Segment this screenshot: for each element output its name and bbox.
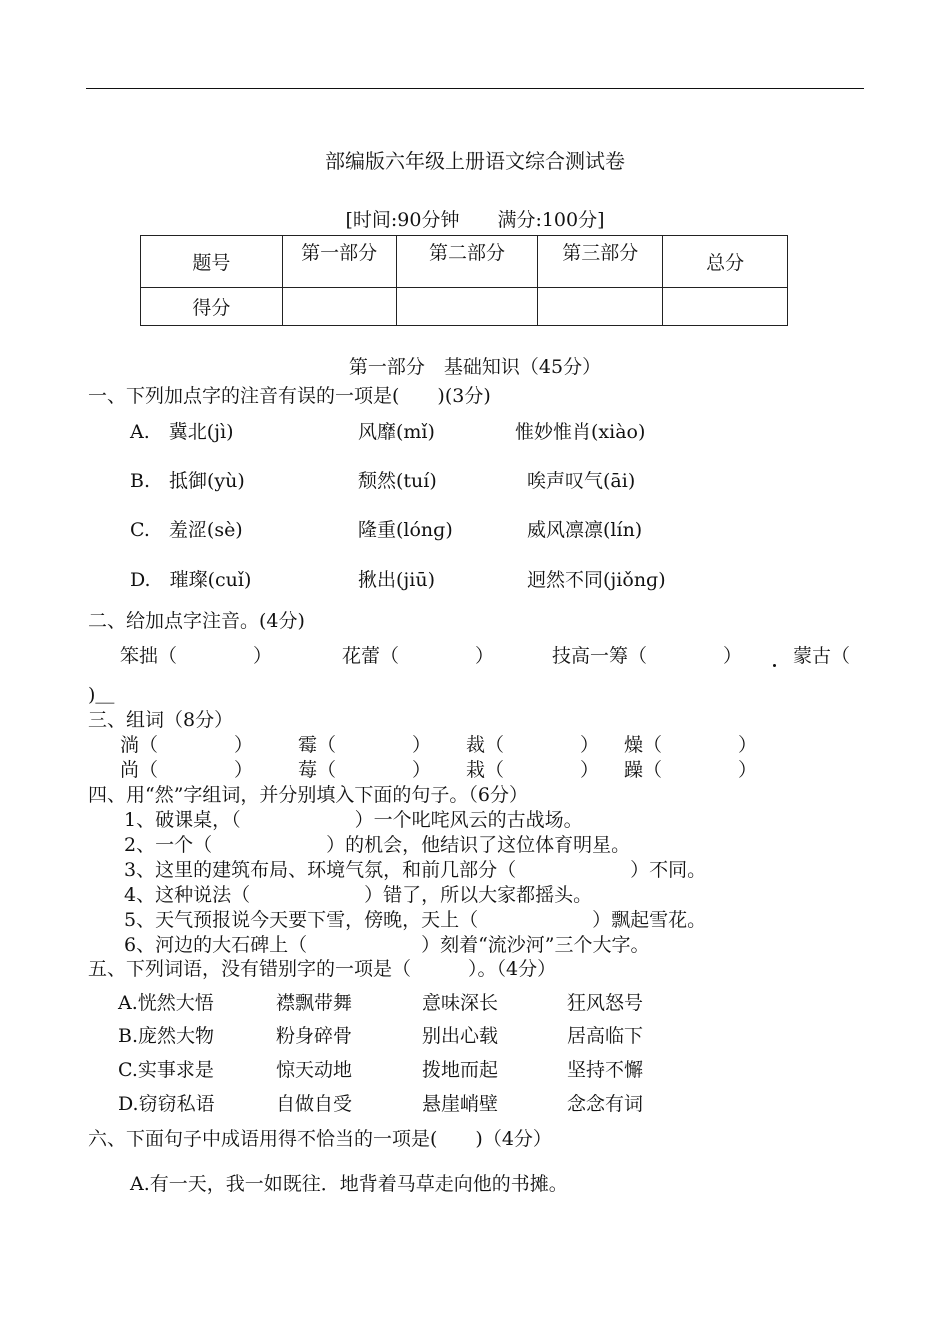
q5-word: 拨地而起 — [422, 1059, 499, 1081]
q2-wrap: )＿ — [88, 684, 115, 706]
q4-sentence: 4、这种说法（ ）错了，所以大家都摇头。 — [124, 884, 593, 906]
q6-option-a: A.有一天，我一如既往．地背着马草走向他的书摊。 — [130, 1173, 568, 1195]
q5-word: 狂风怒号 — [567, 992, 644, 1014]
header-cell: 第一部分 — [282, 236, 396, 288]
q5-word: 惊天动地 — [276, 1059, 353, 1081]
q5-word: 坚持不懈 — [567, 1059, 644, 1081]
q1-option-d-word1: D. 璀璨(cuǐ) — [130, 569, 252, 591]
question-6-prompt: 六、下面句子中成语用得不恰当的一项是( )（4分） — [88, 1128, 552, 1150]
header-cell: 第二部分 — [396, 236, 538, 288]
q5-word: 悬崖峭壁 — [422, 1093, 499, 1115]
score-cell[interactable] — [538, 288, 663, 326]
q5-word: 襟飘带舞 — [276, 992, 353, 1014]
q5-word: C.实事求是 — [118, 1059, 214, 1081]
question-4-prompt: 四、用“然”字组词，并分别填入下面的句子。（6分） — [88, 784, 529, 806]
q2-item: 蒙古（ — [793, 645, 851, 667]
score-cell[interactable] — [282, 288, 396, 326]
score-table-header-row — [141, 236, 788, 288]
q1-option-a-word2: 风靡(mǐ) — [358, 421, 435, 443]
q5-word: 意味深长 — [422, 992, 499, 1014]
q5-word: B.庞然大物 — [118, 1025, 215, 1047]
q1-option-a-word1: A. 冀北(jì) — [130, 421, 234, 443]
q5-word: 念念有词 — [567, 1093, 644, 1115]
q3-row2-item: 躁（ ） — [624, 759, 758, 781]
question-5-prompt: 五、下列词语，没有错别字的一项是（ ）。（4分） — [88, 958, 557, 980]
q1-option-b-word3: 唉声叹气(āi) — [527, 470, 636, 492]
score-cell[interactable] — [396, 288, 538, 326]
score-cell[interactable] — [663, 288, 788, 326]
question-1-prompt: 一、下列加点字的注音有误的一项是( )(3分) — [88, 385, 491, 407]
question-2-prompt: 二、给加点字注音。(4分) — [88, 610, 305, 632]
header-cell: 总分 — [663, 236, 788, 288]
q1-option-d-word2: 揪出(jiū) — [358, 569, 436, 591]
q4-sentence: 3、这里的建筑布局、环境气氛，和前几部分（ ）不同。 — [124, 859, 707, 881]
q4-sentence: 2、一个（ ）的机会，他结识了这位体育明星。 — [124, 834, 631, 856]
q3-row2-item: 莓（ ） — [298, 759, 432, 781]
emphasis-dot — [773, 664, 776, 667]
q1-option-a-word3: 惟妙惟肖(xiào) — [515, 421, 646, 443]
top-rule — [86, 88, 864, 89]
q3-row1-item: 霉（ ） — [298, 734, 432, 756]
section-heading: 第一部分 基础知识（45分） — [348, 356, 602, 378]
question-3-prompt: 三、组词（8分） — [88, 709, 234, 731]
score-table — [140, 235, 788, 326]
q3-row2-item: 尚（ ） — [120, 759, 254, 781]
header-cell: 第三部分 — [538, 236, 663, 288]
q1-option-c-word1: C. 羞涩(sè) — [130, 519, 243, 541]
q1-option-b-word1: B. 抵御(yù) — [130, 470, 245, 492]
q5-word: 粉身碎骨 — [276, 1025, 353, 1047]
q5-word: 自做自受 — [276, 1093, 353, 1115]
q3-row1-item: 淌（ ） — [120, 734, 254, 756]
q1-option-c-word2: 隆重(lónɡ) — [358, 519, 453, 541]
q3-row1-item: 裁（ ） — [466, 734, 600, 756]
q2-item: 花蕾（ ） — [342, 645, 495, 667]
q5-word: A.恍然大悟 — [118, 992, 214, 1014]
header-cell: 题号 — [141, 236, 283, 288]
q2-item: 笨拙（ ） — [120, 645, 273, 667]
q3-row1-item: 燥（ ） — [624, 734, 758, 756]
q4-sentence: 5、天气预报说今天要下雪，傍晚，天上（ ）飘起雪花。 — [124, 909, 707, 931]
q1-option-b-word2: 颓然(tuí) — [358, 470, 437, 492]
q3-row2-item: 栽（ ） — [466, 759, 600, 781]
page-title: 部编版六年级上册语文综合测试卷 — [325, 149, 625, 173]
q5-word: 别出心载 — [422, 1025, 499, 1047]
q2-item: 技高一筹（ ） — [552, 645, 743, 667]
q4-sentence: 1、破课桌，（ ）一个叱咤风云的古战场。 — [124, 809, 583, 831]
exam-meta: [时间:90分钟 满分:100分] — [345, 209, 605, 231]
q5-word: 居高临下 — [567, 1025, 644, 1047]
q1-option-c-word3: 威风凛凛(lín) — [527, 519, 643, 541]
q1-option-d-word3: 迥然不同(jiǒnɡ) — [527, 569, 666, 591]
q5-word: D.窃窃私语 — [118, 1093, 215, 1115]
score-table-score-row — [141, 288, 788, 326]
score-label-cell: 得分 — [141, 288, 283, 326]
q4-sentence: 6、河边的大石碑上（ ）刻着“流沙河”三个大字。 — [124, 934, 650, 956]
